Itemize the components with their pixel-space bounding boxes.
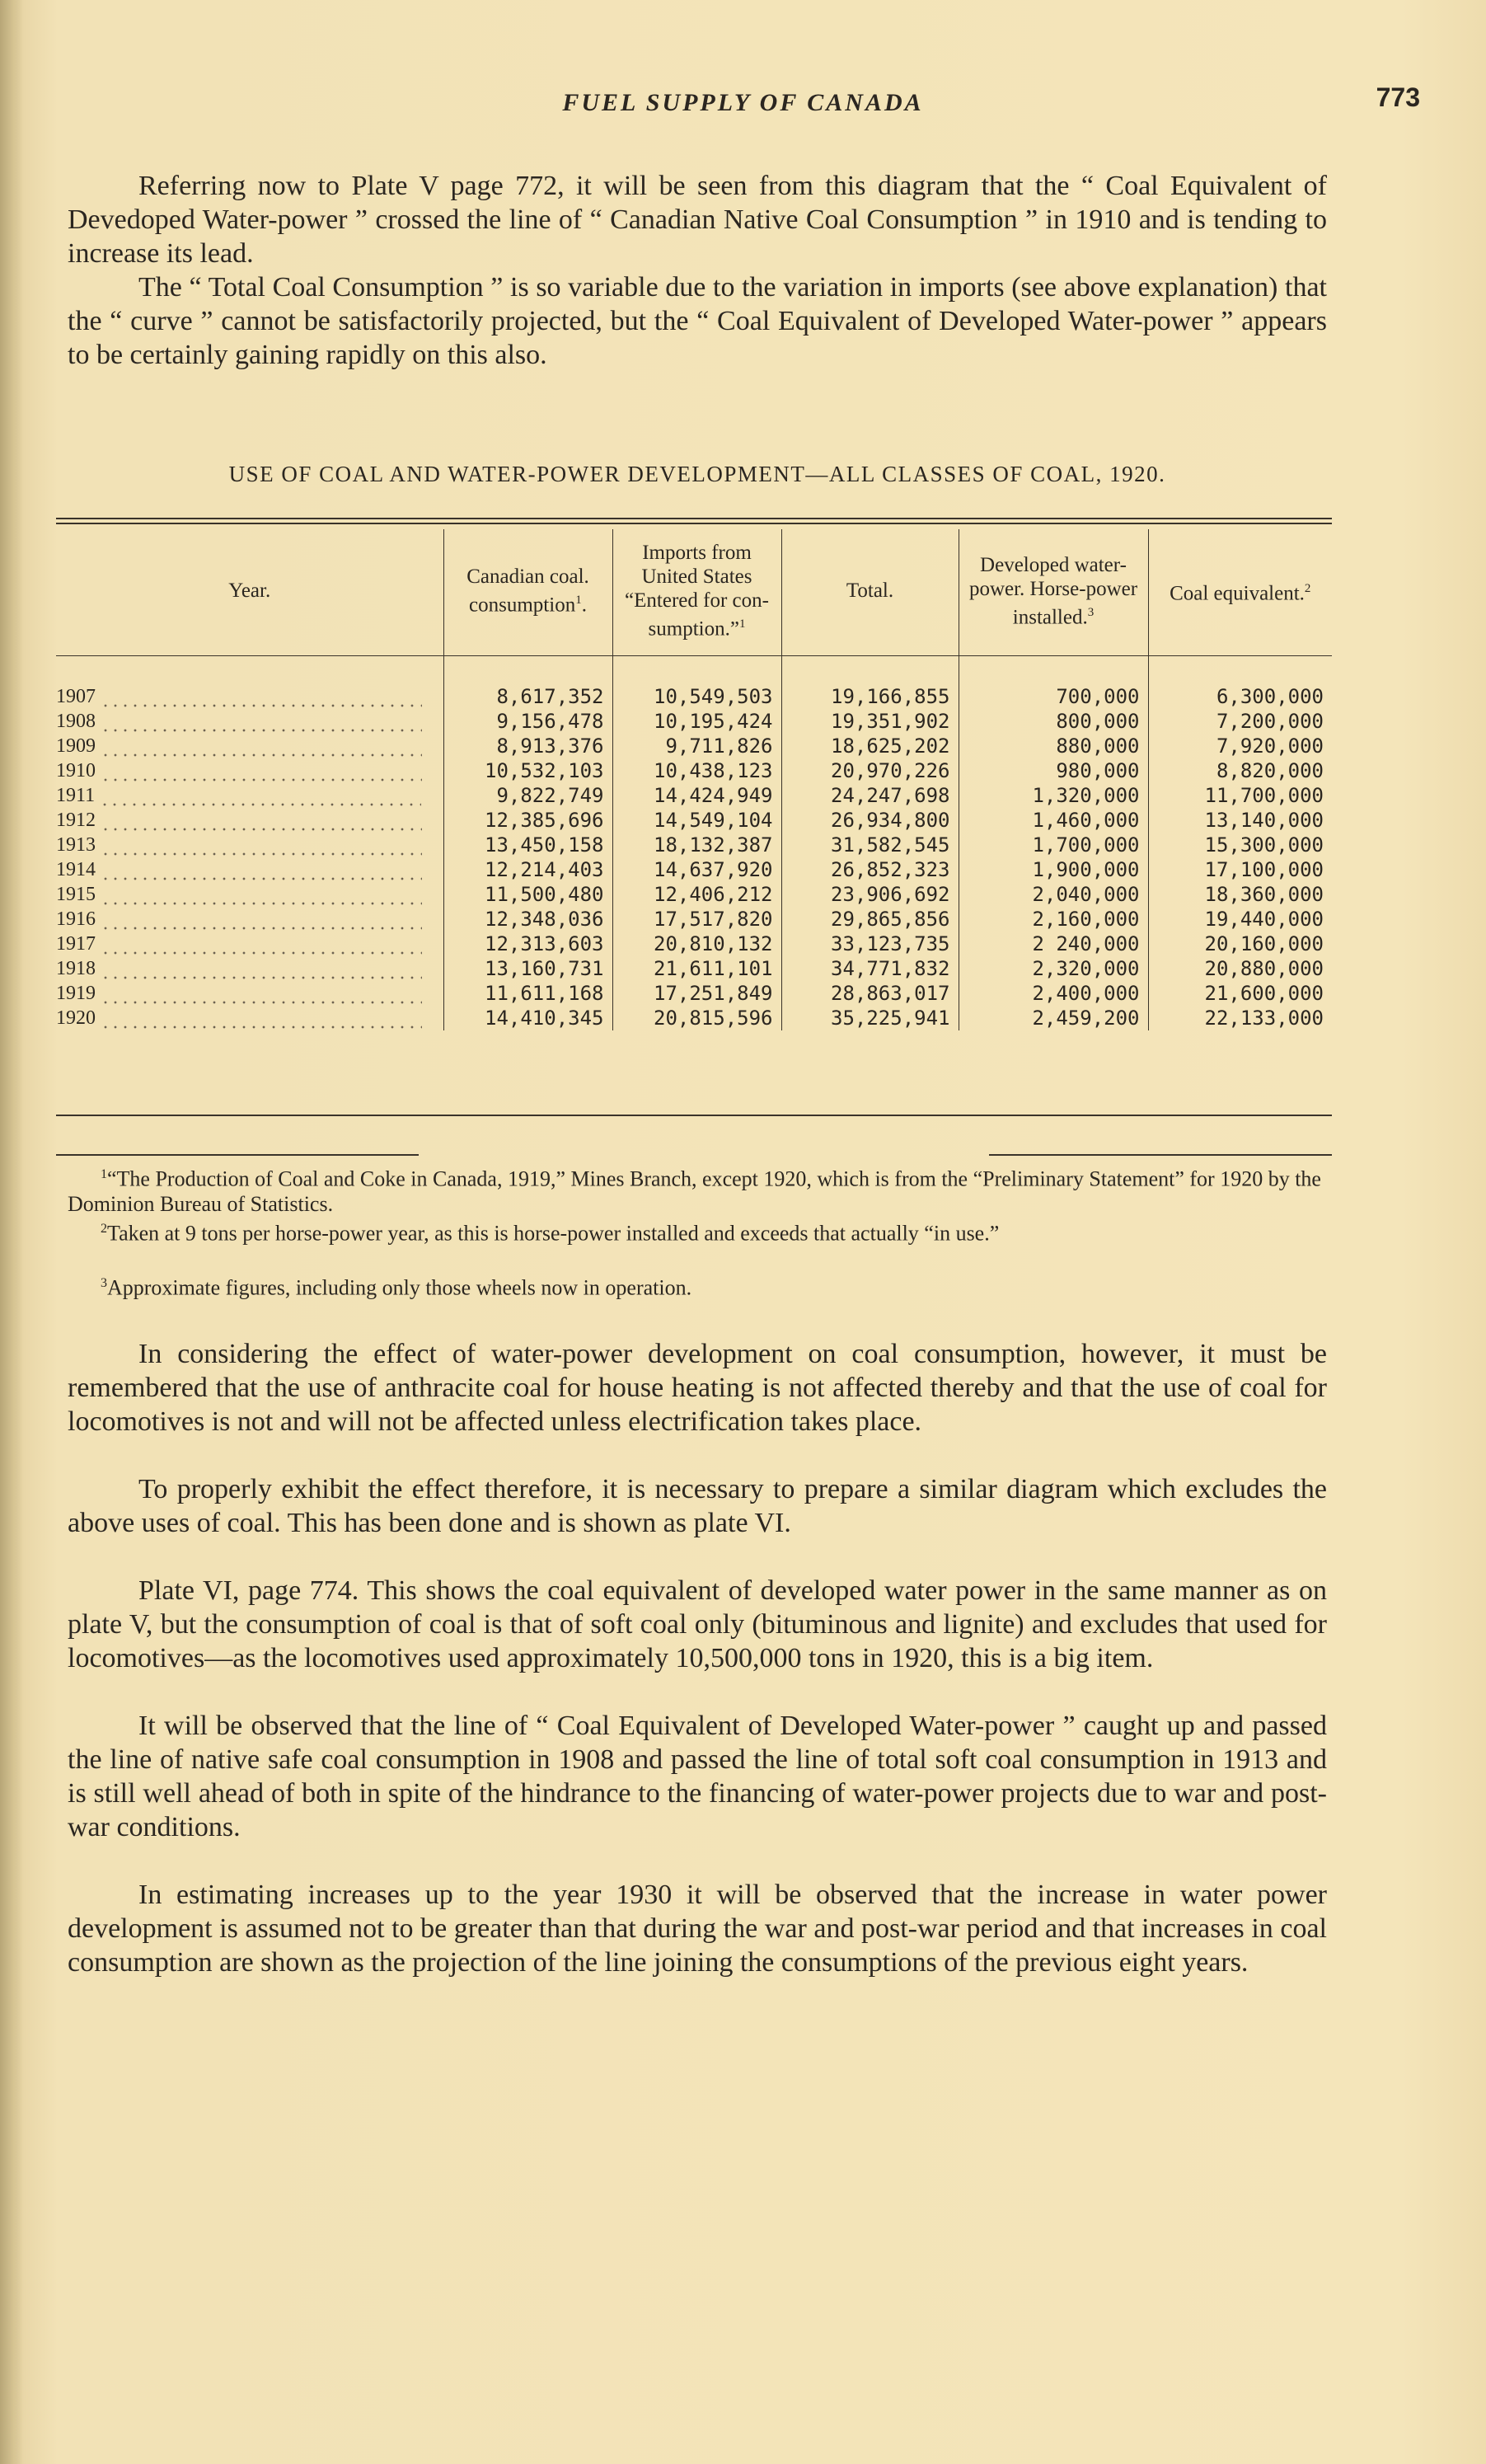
footnote-1-mark: 1 <box>101 1167 107 1181</box>
equiv-cell: 21,600,000 <box>1148 981 1332 1006</box>
table-row <box>56 758 1332 783</box>
equiv-cell: 19,440,000 <box>1148 907 1332 932</box>
table-title: USE OF COAL AND WATER-POWER DEVELOPMENT—ALL CLASSES OF COAL, 1920. <box>228 462 1166 486</box>
total-cell: 26,934,800 <box>781 808 959 833</box>
year-cell <box>56 758 443 783</box>
hp-cell: 1,700,000 <box>959 833 1148 857</box>
footnote-2-mark: 2 <box>101 1222 107 1236</box>
year-value: 1910 <box>56 760 96 782</box>
body-paragraph-7 <box>68 1878 1327 1979</box>
canadian-cell: 12,385,696 <box>443 808 612 833</box>
table-row <box>56 857 1332 882</box>
imports-cell: 20,815,596 <box>612 1006 781 1030</box>
hp-cell: 980,000 <box>959 758 1148 783</box>
table-body <box>56 656 1332 1031</box>
total-cell: 19,166,855 <box>781 684 959 709</box>
total-cell: 33,123,735 <box>781 932 959 956</box>
hp-cell: 2,040,000 <box>959 882 1148 907</box>
total-cell: 23,906,692 <box>781 882 959 907</box>
header-total: Total. <box>781 529 959 656</box>
intro-paragraph-1 <box>68 169 1327 270</box>
equiv-cell: 8,820,000 <box>1148 758 1332 783</box>
hp-cell: 1,460,000 <box>959 808 1148 833</box>
footnote-2 <box>68 1217 1327 1246</box>
year-cell <box>56 734 443 758</box>
dot-leader <box>101 762 422 783</box>
header-imports-text: Imports from United States “Entered for con- sumption.” <box>625 542 769 641</box>
total-cell: 29,865,856 <box>781 907 959 932</box>
hp-cell: 1,320,000 <box>959 783 1148 808</box>
equiv-cell: 20,160,000 <box>1148 932 1332 956</box>
dot-leader <box>101 712 422 734</box>
canadian-cell: 13,450,158 <box>443 833 612 857</box>
year-cell <box>56 956 443 981</box>
table-header-row <box>56 529 1332 656</box>
dot-leader <box>101 960 422 981</box>
canadian-cell: 12,348,036 <box>443 907 612 932</box>
canadian-cell: 9,822,749 <box>443 783 612 808</box>
canadian-cell: 14,410,345 <box>443 1006 612 1030</box>
equiv-cell: 22,133,000 <box>1148 1006 1332 1030</box>
body-paragraph-5-text: Plate VI, page 774. This shows the coal equivalent of developed water power in the same manner as on plate V, but the consumption of coal is that of soft coal only (bituminous and lignite) and excludes that used for locomotives—as the locomotives used approximately 10,500,000 tons in 1920, this is a big item. <box>68 1575 1327 1673</box>
body-paragraph-6-text: It will be observed that the line of “ Coal Equivalent of Developed Water-power ” caught up and passed the line of native safe coal consumption in 1908 and passed the line of total soft coal consumption in 1913 and is still well ahead of both in spite of the hindrance to the financing of water-power projects due to war and post-war conditions. <box>68 1711 1327 1842</box>
imports-cell: 17,517,820 <box>612 907 781 932</box>
year-value: 1920 <box>56 1007 96 1030</box>
header-developed-text: Developed water-power. Horse-power installed. <box>968 553 1138 628</box>
canadian-cell: 12,313,603 <box>443 932 612 956</box>
body-paragraph-6 <box>68 1709 1327 1844</box>
coal-water-power-table <box>56 529 1332 1030</box>
year-value: 1913 <box>56 834 96 857</box>
hp-cell: 2,459,200 <box>959 1006 1148 1030</box>
imports-cell: 10,549,503 <box>612 684 781 709</box>
imports-cell: 12,406,212 <box>612 882 781 907</box>
equiv-cell: 17,100,000 <box>1148 857 1332 882</box>
equiv-cell: 6,300,000 <box>1148 684 1332 709</box>
equiv-cell: 20,880,000 <box>1148 956 1332 981</box>
intro-paragraph-2 <box>68 270 1327 372</box>
table-spacer-row <box>56 656 1332 685</box>
imports-cell: 14,637,920 <box>612 857 781 882</box>
canadian-cell: 13,160,731 <box>443 956 612 981</box>
hp-cell: 800,000 <box>959 709 1148 734</box>
year-cell <box>56 882 443 907</box>
hp-cell: 2,160,000 <box>959 907 1148 932</box>
footnote-3 <box>68 1271 1327 1301</box>
table-row <box>56 882 1332 907</box>
total-cell: 19,351,902 <box>781 709 959 734</box>
imports-cell: 9,711,826 <box>612 734 781 758</box>
body-paragraph-3 <box>68 1337 1327 1439</box>
year-value: 1919 <box>56 983 96 1005</box>
table-row <box>56 734 1332 758</box>
running-title: FUEL SUPPLY OF CANADA <box>562 89 924 116</box>
total-cell: 24,247,698 <box>781 783 959 808</box>
imports-cell: 20,810,132 <box>612 932 781 956</box>
year-cell <box>56 907 443 932</box>
table-top-rule-1 <box>56 518 1332 519</box>
year-cell <box>56 783 443 808</box>
dot-leader <box>101 984 422 1006</box>
header-equivalent-text: Coal equivalent. <box>1170 581 1305 604</box>
hp-cell: 700,000 <box>959 684 1148 709</box>
footnote-2-text: Taken at 9 tons per horse-power year, as this is horse-power installed and exceeds that actually “in use.” <box>107 1221 1000 1246</box>
year-cell <box>56 857 443 882</box>
canadian-cell: 11,611,168 <box>443 981 612 1006</box>
page-number: 773 <box>1376 82 1420 112</box>
year-value: 1915 <box>56 884 96 906</box>
header-imports <box>612 529 781 656</box>
footnote-rule-right <box>989 1154 1332 1156</box>
year-cell <box>56 932 443 956</box>
table-bottom-rule <box>56 1115 1332 1116</box>
year-value: 1908 <box>56 711 96 733</box>
year-cell <box>56 981 443 1006</box>
year-value: 1914 <box>56 859 96 881</box>
body-paragraph-7-text: In estimating increases up to the year 1930 it will be observed that the increase in water power development is assumed not to be greater than that during the war and post-war period and that increases in coal consumption are shown as the projection of the line joining the consumptions of the previous eight years. <box>68 1880 1327 1978</box>
equiv-cell: 13,140,000 <box>1148 808 1332 833</box>
total-cell: 18,625,202 <box>781 734 959 758</box>
total-cell: 20,970,226 <box>781 758 959 783</box>
hp-cell: 1,900,000 <box>959 857 1148 882</box>
header-year: Year. <box>56 529 443 656</box>
equiv-cell: 7,200,000 <box>1148 709 1332 734</box>
footnote-1 <box>68 1162 1327 1217</box>
imports-cell: 21,611,101 <box>612 956 781 981</box>
equiv-cell: 15,300,000 <box>1148 833 1332 857</box>
page-header <box>66 82 1420 132</box>
equiv-cell: 11,700,000 <box>1148 783 1332 808</box>
intro-paragraph-1-text: Referring now to Plate V page 772, it will be seen from this diagram that the “ Coal Equivalent of Devedoped Water-power ” crossed the line of “ Canadian Native Coal Consumption ” in 1910 and is tending to increase its lead. <box>68 171 1327 269</box>
body-paragraph-4 <box>68 1472 1327 1540</box>
imports-cell: 14,424,949 <box>612 783 781 808</box>
table-row <box>56 956 1332 981</box>
header-canadian-note: 1 <box>575 594 582 607</box>
year-value: 1907 <box>56 686 96 708</box>
total-cell: 28,863,017 <box>781 981 959 1006</box>
body-paragraph-5 <box>68 1574 1327 1675</box>
total-cell: 34,771,832 <box>781 956 959 981</box>
canadian-cell: 12,214,403 <box>443 857 612 882</box>
dot-leader <box>101 1009 422 1030</box>
header-imports-note: 1 <box>738 617 746 631</box>
canadian-cell: 10,532,103 <box>443 758 612 783</box>
table-row <box>56 783 1332 808</box>
dot-leader <box>101 861 422 882</box>
total-cell: 31,582,545 <box>781 833 959 857</box>
equiv-cell: 7,920,000 <box>1148 734 1332 758</box>
table-top-rule-2 <box>56 523 1332 524</box>
year-value: 1917 <box>56 933 96 955</box>
dot-leader <box>101 737 422 758</box>
table-row <box>56 981 1332 1006</box>
imports-cell: 14,549,104 <box>612 808 781 833</box>
hp-cell: 2,400,000 <box>959 981 1148 1006</box>
table-row <box>56 709 1332 734</box>
year-value: 1909 <box>56 735 96 758</box>
year-cell <box>56 709 443 734</box>
imports-cell: 10,195,424 <box>612 709 781 734</box>
table-row <box>56 684 1332 709</box>
imports-cell: 17,251,849 <box>612 981 781 1006</box>
year-cell <box>56 833 443 857</box>
intro-paragraph-2-text: The “ Total Coal Consumption ” is so variable due to the variation in imports (see above explanation) that the “ curve ” cannot be satisfactorily projected, but the “ Coal Equivalent of Developed Water-power ” appears to be certainly gaining rapidly on this also. <box>68 272 1327 370</box>
table-row <box>56 907 1332 932</box>
dot-leader <box>101 935 422 956</box>
table-row <box>56 833 1332 857</box>
year-cell <box>56 808 443 833</box>
header-developed-note: 3 <box>1087 605 1095 619</box>
binding-shadow <box>0 0 23 2464</box>
table-row <box>56 932 1332 956</box>
hp-cell: 880,000 <box>959 734 1148 758</box>
header-coal-equivalent <box>1148 529 1332 656</box>
header-equivalent-note: 2 <box>1304 581 1311 595</box>
imports-cell: 18,132,387 <box>612 833 781 857</box>
dot-leader <box>101 910 422 932</box>
canadian-cell: 11,500,480 <box>443 882 612 907</box>
hp-cell: 2 240,000 <box>959 932 1148 956</box>
year-value: 1918 <box>56 958 96 980</box>
year-value: 1911 <box>56 785 96 807</box>
header-canadian-text: Canadian coal. consumption <box>466 566 589 617</box>
dot-leader <box>101 836 422 857</box>
body-paragraph-4-text: To properly exhibit the effect therefore, it is necessary to prepare a similar diagram which excludes the above uses of coal. This has been done and is shown as plate VI. <box>68 1474 1327 1538</box>
equiv-cell: 18,360,000 <box>1148 882 1332 907</box>
total-cell: 35,225,941 <box>781 1006 959 1030</box>
canadian-cell: 9,156,478 <box>443 709 612 734</box>
canadian-cell: 8,913,376 <box>443 734 612 758</box>
imports-cell: 10,438,123 <box>612 758 781 783</box>
year-value: 1916 <box>56 908 96 931</box>
table-row <box>56 808 1332 833</box>
year-value: 1912 <box>56 810 96 832</box>
header-developed-water-power <box>959 529 1148 656</box>
body-paragraph-3-text: In considering the effect of water-power development on coal consumption, however, it must be remembered that the use of anthracite coal for house heating is not affected thereby and that the use of coal for locomotives is not and will not be affected unless electrification takes place. <box>68 1339 1327 1437</box>
canadian-cell: 8,617,352 <box>443 684 612 709</box>
header-canadian-consumption: Canadian coal. consumption$^1$. <box>443 529 612 656</box>
footnote-rule-left <box>56 1154 419 1156</box>
dot-leader <box>101 688 422 709</box>
footnote-3-text: Approximate figures, including only those wheels now in operation. <box>107 1275 692 1300</box>
table-row <box>56 1006 1332 1030</box>
footnote-3-mark: 3 <box>101 1276 107 1290</box>
dot-leader <box>101 885 422 907</box>
dot-leader <box>100 786 421 808</box>
footnote-1-text: “The Production of Coal and Coke in Canada, 1919,” Mines Branch, except 1920, which is from the “Preliminary Statement” for 1920 by the Dominion Bureau of Statistics. <box>68 1166 1321 1216</box>
year-cell <box>56 1006 443 1030</box>
hp-cell: 2,320,000 <box>959 956 1148 981</box>
dot-leader <box>101 811 422 833</box>
year-cell <box>56 684 443 709</box>
total-cell: 26,852,323 <box>781 857 959 882</box>
